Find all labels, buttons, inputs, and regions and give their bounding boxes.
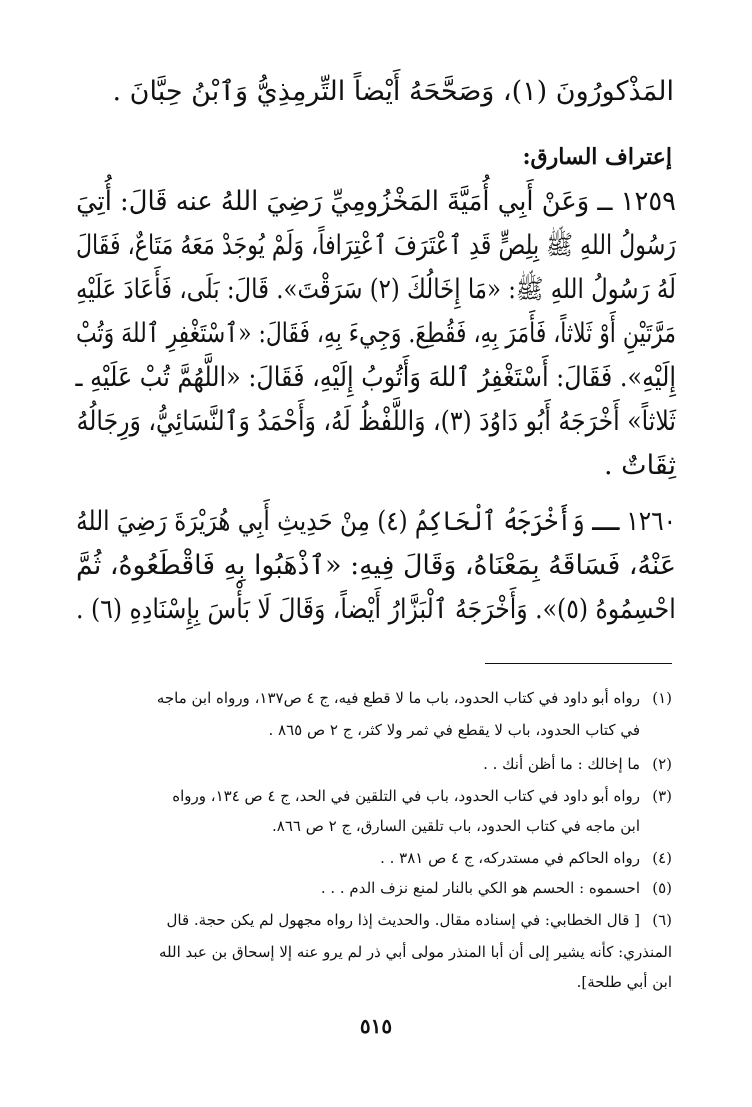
footnote-line: رواه أبو داود في كتاب الحدود، باب في التلقين في الحد، ج ٤ ص ١٣٤، ورواه	[172, 787, 640, 805]
footnote-number: (٦)	[652, 911, 672, 929]
footnote-number: (١)	[652, 689, 672, 707]
text-line: مَرَّتَيْنِ أَوْ ثَلاثاً، فَأَمَرَ بِهِ، فَقُطِعَ. وَجِيءَ بِهِ، فَقَالَ: «ٱسْتَغْفِرِ ٱللهَ وَتُبْ	[75, 318, 676, 349]
text-line: ١٢٥٩ ــ وَعَنْ أَبِي أُمَيَّةَ المَخْزُومِيِّ رَضِيَ اللهُ عنه قَالَ: أُتِيَ	[76, 186, 676, 217]
text-line: إِلَيْهِ». فَقَالَ: أَسْتَغْفِرُ ٱللهَ وَأَتُوبُ إِلَيْهِ، فَقَالَ: «اللَّهُمَّ تُبْ عَلَيْهِ ـ	[75, 362, 676, 393]
footnote-number: (٣)	[652, 787, 672, 805]
continued-text-line: المَذْكورُونَ (١)، وَصَحَّحَهُ أَيْضاً التِّرمِذِيُّ وَٱبْنُ حِبَّانَ .	[112, 76, 674, 107]
footnote-number: (٢)	[652, 755, 672, 773]
text-line: ١٢٦٠ ــ وَأَخْرَجَهُ ٱلْحَاكِمُ (٤) مِنْ حَدِيثِ أَبِي هُرَيْرَةَ رَضِيَ اللهُ	[76, 506, 676, 537]
footnote-number: (٤)	[652, 849, 672, 867]
footnote-line: [ قال الخطابي: في إسناده مقال. والحديث إذا رواه مجهول لم يكن حجة. قال	[166, 911, 640, 929]
text-line: ثَلاثاً» أَخْرَجَهُ أَبُو دَاوُدَ (٣)، وَاللَّفْظُ لَهُ، وَأَحْمَدُ وَٱلنَّسَائِيُّ، وَرِجَالُهُ	[76, 406, 676, 437]
page-number: ٥١٥	[359, 1014, 393, 1038]
footnote-line: المنذري: كأنه يشير إلى أن أبا المنذر مولى أبي ذر لم يرو عنه إلا إسحاق بن عبد الله	[158, 943, 672, 961]
footnote-line: ابن ماجه في كتاب الحدود، باب تلقين السارق، ج ٢ ص ٨٦٦.	[271, 817, 640, 835]
text-line: لَهُ رَسُولُ اللهِ ﷺ: «مَا إِخَالُكَ (٢) سَرَقْتَ». قَالَ: بَلَى، فَأَعَادَ عَلَيْهِ	[75, 274, 676, 305]
footnote-line: في كتاب الحدود، باب لا يقطع في ثمر ولا كثر، ج ٢ ص ٨٦٥ .	[268, 721, 640, 739]
footnote-line: رواه أبو داود في كتاب الحدود، باب ما لا قطع فيه، ج ٤ ص١٣٧، ورواه ابن ماجه	[156, 689, 640, 707]
footnote-line: ما إخالك : ما أظن أنك . .	[483, 755, 640, 773]
section-heading: إعتراف السارق:	[522, 144, 672, 170]
text-line: احْسِمُوهُ (٥)». وَأَخْرَجَهُ ٱلْبَزَّارُ أَيْضاً، وَقَالَ لَا بَأْسَ بِإِسْنَادِهِ (٦) .	[76, 594, 676, 625]
text-line: عَنْهُ، فَسَاقَهُ بِمَعْنَاهُ، وَقَالَ فِيهِ: «ٱذْهَبُوا بِهِ فَاقْطَعُوهُ، ثُمَّ	[76, 550, 676, 581]
footnote-line: احسموه : الحسم هو الكي بالنار لمنع نزف الدم . . .	[320, 879, 640, 897]
footnote-line: ابن أبي طلحة].	[576, 973, 672, 991]
text-line: رَسُولُ اللهِ ﷺ بِلِصٍّ قَدِ ٱعْتَرَفَ ٱعْتِرَافاً، وَلَمْ يُوجَدْ مَعَهُ مَتَاعٌ، فَقَالَ	[75, 230, 676, 261]
text-line: ثِقَاتٌ .	[604, 450, 676, 481]
footnote-line: رواه الحاكم في مستدركه، ج ٤ ص ٣٨١ . .	[380, 849, 640, 867]
footnote-number: (٥)	[652, 879, 672, 897]
footnote-separator	[485, 663, 672, 664]
